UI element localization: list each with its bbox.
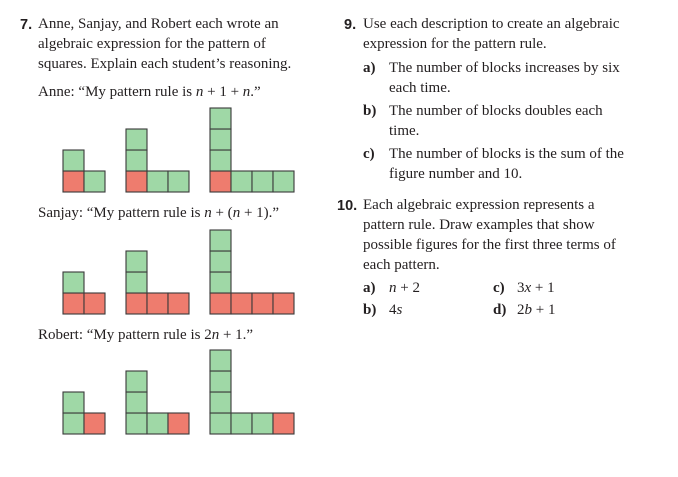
q10-line-4: each pattern.: [363, 257, 440, 273]
q10b-coef: 4: [389, 302, 397, 318]
robert-figure-3-column-square-2: [210, 371, 231, 392]
q9b-line-1: The number of blocks doubles each: [389, 103, 603, 119]
q9-number: 9.: [344, 17, 357, 33]
q9-line-2: expression for the pattern rule.: [363, 36, 547, 52]
q10-line-2: pattern rule. Draw examples that show: [363, 217, 595, 233]
anne-figure-2-row-square-1: [126, 171, 147, 192]
sanjay-rule-var1: n: [204, 205, 212, 221]
sanjay-figure-3-row-square-2: [231, 293, 252, 314]
q10d-expression: [517, 300, 555, 320]
q9a-line-2: each time.: [389, 80, 451, 96]
sanjay-rule-mid: + (: [211, 205, 233, 221]
robert-figure-2-row-square-2: [147, 413, 168, 434]
sanjay-figure-2-row-square-1: [126, 293, 147, 314]
q7-line-3: squares. Explain each student’s reasoning.: [38, 56, 292, 72]
q10-number: 10.: [337, 198, 358, 214]
anne-figure-2-column-square-1: [126, 150, 147, 171]
anne-figure-2-row-square-3: [168, 171, 189, 192]
anne-rule-var2: n: [242, 84, 251, 100]
q9a-label: a): [363, 60, 376, 76]
q10c-rest: + 1: [531, 280, 555, 296]
robert-figure-3-column-square-1: [210, 392, 231, 413]
q10c-coef: 3: [517, 280, 525, 296]
sanjay-figure-2-row-square-3: [168, 293, 189, 314]
q10a-label: a): [363, 280, 376, 296]
robert-figure-1-row-square-1: [63, 413, 84, 434]
sanjay-figure-1-row-square-1: [63, 293, 84, 314]
sanjay-figure-3-row-square-3: [252, 293, 273, 314]
robert-figure-2-column-square-1: [126, 392, 147, 413]
anne-figure-1-row-square-1: [63, 171, 84, 192]
q10d-var: b: [524, 302, 532, 318]
robert-figure-3-row-square-4: [273, 413, 294, 434]
sanjay-figure-3-row-square-1: [210, 293, 231, 314]
anne-rule-mid: + 1 +: [203, 84, 243, 100]
q10b-var: s: [396, 302, 403, 318]
q10c-label: c): [493, 280, 505, 296]
robert-figure-2-row-square-3: [168, 413, 189, 434]
robert-figure-1-row-square-2: [84, 413, 105, 434]
q10d-label: d): [493, 302, 507, 318]
q9c-label: c): [363, 146, 375, 162]
anne-figure-1-column-square-1: [63, 150, 84, 171]
q9c-line-2: figure number and 10.: [389, 166, 523, 182]
robert-rule-var1: n: [211, 327, 220, 343]
q10c-var: x: [524, 280, 532, 296]
sanjay-figure-3-row-square-4: [273, 293, 294, 314]
sanjay-figure-3-column-square-1: [210, 272, 231, 293]
robert-figure-1-column-square-1: [63, 392, 84, 413]
anne-rule-suffix: .”: [250, 84, 261, 100]
q9b-label: b): [363, 103, 377, 119]
robert-rule-suffix: + 1.”: [219, 327, 254, 343]
robert-figure-2-row-square-1: [126, 413, 147, 434]
robert-figure-3-column-square-3: [210, 350, 231, 371]
q9a-line-1: The number of blocks increases by six: [389, 60, 620, 76]
anne-figure-2-column-square-2: [126, 129, 147, 150]
anne-figure-3-column-square-1: [210, 150, 231, 171]
q10c-expression: [517, 278, 555, 298]
sanjay-figure-2-column-square-2: [126, 251, 147, 272]
q9-line-1: Use each description to create an algebraic: [363, 16, 620, 32]
sanjay-rule-var2: n: [232, 205, 241, 221]
sanjay-rule-prefix: Sanjay: “My pattern rule is: [38, 205, 205, 221]
anne-figure-3-row-square-1: [210, 171, 231, 192]
anne-figure-3-row-square-2: [231, 171, 252, 192]
q9b-line-2: time.: [389, 123, 420, 139]
q10b-label: b): [363, 302, 377, 318]
robert-figure-2-column-square-2: [126, 371, 147, 392]
q7-line-2: algebraic expression for the pattern of: [38, 36, 266, 52]
q10-line-1: Each algebraic expression represents a: [363, 197, 595, 213]
robert-figure-3-row-square-3: [252, 413, 273, 434]
sanjay-figure-1-column-square-1: [63, 272, 84, 293]
q10a-var: n: [389, 280, 397, 296]
anne-figure-2-row-square-2: [147, 171, 168, 192]
sanjay-figure-2-row-square-2: [147, 293, 168, 314]
q7-number: 7.: [20, 17, 33, 33]
q10b-expression: [389, 300, 402, 320]
robert-rule-prefix: Robert: “My pattern rule is 2: [38, 327, 212, 343]
sanjay-figure-3-column-square-3: [210, 230, 231, 251]
anne-figure-3-row-square-3: [252, 171, 273, 192]
q10a-rest: + 2: [396, 280, 420, 296]
sanjay-figure-2-column-square-1: [126, 272, 147, 293]
anne-rule-var1: n: [195, 84, 204, 100]
q10d-coef: 2: [517, 302, 525, 318]
robert-figure-3-row-square-1: [210, 413, 231, 434]
anne-figure-3-column-square-3: [210, 108, 231, 129]
q10a-expression: [389, 278, 420, 298]
anne-rule-prefix: Anne: “My pattern rule is: [38, 84, 196, 100]
sanjay-figure-3-column-square-2: [210, 251, 231, 272]
q7-line-1: Anne, Sanjay, and Robert each wrote an: [38, 16, 279, 32]
sanjay-figure-1-row-square-2: [84, 293, 105, 314]
anne-figure-3-row-square-4: [273, 171, 294, 192]
q10-line-3: possible figures for the first three terms of: [363, 237, 616, 253]
sanjay-rule-suffix: + 1).”: [240, 205, 280, 221]
anne-figure-1-row-square-2: [84, 171, 105, 192]
robert-figure-3-row-square-2: [231, 413, 252, 434]
q9c-line-1: The number of blocks is the sum of the: [389, 146, 624, 162]
q10d-rest: + 1: [532, 302, 556, 318]
anne-figure-3-column-square-2: [210, 129, 231, 150]
